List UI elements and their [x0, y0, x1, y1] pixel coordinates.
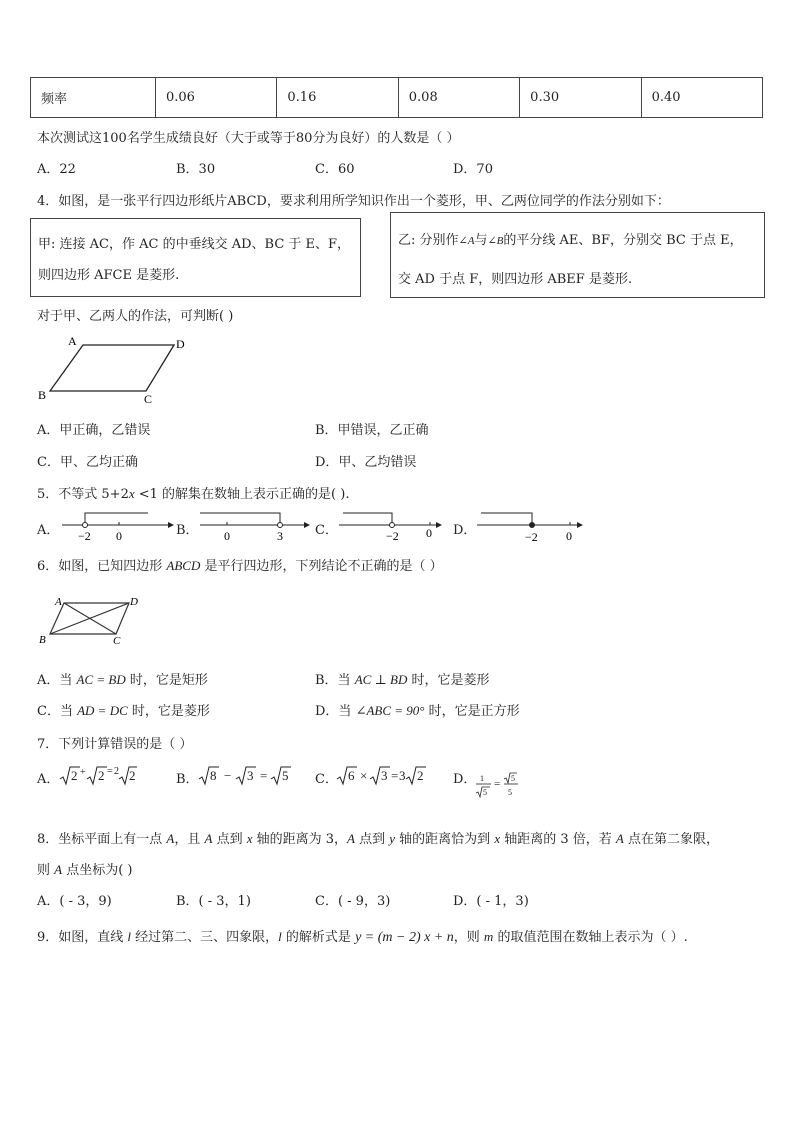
operator-equals: =: [260, 768, 268, 783]
tick-label: −2: [386, 529, 399, 543]
radicand-5: 5: [511, 774, 515, 783]
radicand-5: 5: [483, 788, 487, 797]
solution-ray: [481, 513, 532, 525]
tick-label: 0: [426, 526, 432, 540]
q8-option-b: B．( - 3，1): [176, 894, 251, 909]
point-a: A: [204, 831, 213, 846]
q4-question: 对于甲、乙两人的作法，可判断( ): [37, 309, 234, 324]
line-l: l: [127, 929, 132, 944]
text-fragment: 时，它是矩形: [125, 673, 208, 688]
operator-minus: −: [224, 768, 232, 783]
table-row: [31, 78, 763, 118]
radicand-2: 2: [98, 768, 105, 783]
text-fragment: 点到: [355, 832, 390, 847]
text-fragment: ，且: [174, 832, 205, 847]
parallelogram-figure: [36, 333, 196, 408]
q7-option-a-letter: A．: [37, 772, 60, 787]
table-header-cell: 频率: [31, 78, 156, 118]
q6-stem: [37, 555, 443, 574]
arrow-head: [436, 522, 442, 528]
angle-a-symbol: ∠A: [458, 235, 475, 247]
q7-option-a-formula: [58, 763, 138, 789]
operator-equals: =: [391, 768, 399, 783]
q5-option-c-letter: C．: [315, 523, 338, 538]
point-a: A: [54, 862, 63, 877]
point-a: A: [347, 831, 355, 846]
radicand-8: 8: [210, 768, 217, 783]
solution-ray: [85, 513, 148, 525]
q6-option-b: [315, 669, 490, 688]
radicand-3: 3: [381, 768, 388, 783]
text-fragment: 的解析式是: [281, 930, 356, 945]
numerator-1: 1: [480, 774, 484, 783]
tick-label: 3: [277, 529, 283, 543]
q6-option-d: [315, 700, 520, 719]
text-fragment: 是平行四边形，下列结论不正确的是（ ）: [200, 559, 443, 574]
math-abcd: ABCD: [166, 558, 201, 573]
q7-option-b-formula: [197, 763, 297, 789]
tick-label: −2: [525, 530, 538, 544]
text-fragment: ，则: [453, 930, 484, 945]
radicand-3: 3: [247, 768, 254, 783]
radicand-2: 2: [71, 768, 78, 783]
q7-option-d-letter: D．: [453, 772, 477, 787]
operator-times: ×: [360, 768, 368, 783]
text-fragment: 的取值范围在数轴上表示为（ ）.: [493, 930, 688, 945]
text-fragment: 的平分线 AE、BF，分别交 BC 于点 E，: [503, 233, 743, 248]
open-endpoint: [278, 523, 283, 528]
coefficient-3: 3: [399, 768, 406, 783]
variable-x: x: [246, 831, 253, 846]
q4-option-c: C．甲、乙均正确: [37, 455, 138, 470]
q6-option-a: [37, 669, 208, 688]
text-fragment: A．当: [37, 673, 77, 688]
q7-option-b-letter: B．: [176, 772, 199, 787]
parallelogram-shape: [50, 345, 174, 391]
text-fragment: 轴的距离恰为到: [395, 832, 495, 847]
arrow-head: [168, 522, 174, 528]
q7-stem: 7．下列计算错误的是（ ）: [37, 737, 193, 752]
q3-option-a: A．22: [37, 162, 76, 177]
q3-option-c: C．60: [315, 162, 355, 177]
q4-option-b: B．甲错误，乙正确: [315, 423, 429, 438]
method-yi-box: [390, 212, 765, 298]
line-l: l: [278, 929, 282, 944]
parallelogram-diagonals-figure: [38, 592, 148, 650]
vertex-label-c: C: [144, 392, 153, 406]
radicand-2: 2: [129, 768, 136, 783]
table-cell: 0.16: [277, 78, 398, 118]
number-line-b: [196, 508, 314, 544]
variable-y: y: [389, 831, 396, 846]
math-expression: AD = DC: [77, 703, 128, 718]
variable-x: x: [128, 486, 135, 501]
variable-m: m: [483, 929, 494, 944]
text-fragment: 时，它是菱形: [127, 704, 210, 719]
frequency-table: [30, 77, 763, 118]
q7-option-c-formula: [335, 763, 430, 789]
text-fragment: 9．如图，直线: [37, 930, 128, 945]
variable-x: x: [494, 831, 501, 846]
q6-option-c: [37, 700, 210, 719]
vertex-label-a: A: [68, 334, 77, 348]
radicand-6: 6: [348, 768, 355, 783]
point-a: A: [615, 831, 624, 846]
open-endpoint: [390, 523, 395, 528]
q4-stem: 4．如图，是一张平行四边形纸片ABCD，要求利用所学知识作出一个菱形，甲、乙两位同学的作法分别如下：: [37, 194, 670, 209]
vertex-label-c: C: [113, 635, 121, 647]
q8-line1: [37, 828, 719, 847]
q9-stem: [37, 926, 688, 946]
q5-stem: [37, 483, 349, 502]
q7-option-c-letter: C．: [315, 772, 338, 787]
closed-endpoint: [530, 523, 535, 528]
text-fragment: 8．坐标平面上有一点: [37, 832, 167, 847]
q5-option-b-letter: B．: [176, 523, 199, 538]
table-cell: 0.40: [641, 78, 762, 118]
operator-equals: =: [107, 766, 113, 777]
line-equation: y = (m − 2) x + n: [355, 930, 454, 945]
point-a: A: [166, 831, 175, 846]
tick-label: 0: [224, 529, 230, 543]
arrow-head: [304, 522, 310, 528]
denominator-5: 5: [508, 788, 512, 797]
angle-b-symbol: ∠B: [487, 235, 504, 247]
vertex-label-a: A: [55, 596, 62, 608]
q8-option-a: A．( - 3，9): [37, 894, 112, 909]
number-line-d: [473, 508, 588, 544]
arrow-head: [577, 522, 583, 528]
q3-option-d: D．70: [453, 162, 493, 177]
q8-option-c: C．( - 9，3): [315, 894, 391, 909]
text-fragment: 时，它是菱形: [407, 673, 490, 688]
table-cell: 0.06: [156, 78, 277, 118]
solution-ray: [343, 513, 392, 525]
vertex-label-d: D: [130, 596, 138, 608]
text-fragment: 点到: [212, 832, 247, 847]
q7-option-d-formula: [472, 770, 522, 806]
tick-label: −2: [78, 529, 91, 543]
radicand-5: 5: [282, 768, 289, 783]
q3-stem: 本次测试这100名学生成绩良好（大于或等于80分为良好）的人数是（ ）: [37, 131, 460, 146]
text-fragment: D．当: [315, 704, 356, 719]
solution-ray: [200, 513, 280, 525]
table-cell: 0.30: [520, 78, 641, 118]
coefficient-2: 2: [114, 766, 119, 777]
text-fragment: 时，它是正方形: [424, 704, 520, 719]
text-fragment: 轴的距离为 3，: [252, 832, 348, 847]
number-line-a: [58, 508, 176, 544]
method-yi-line1: [398, 229, 743, 248]
method-jia-line2: 则四边形 AFCE 是菱形.: [38, 268, 180, 283]
number-line-c: [335, 508, 447, 544]
text-fragment: 点在第二象限，: [623, 832, 719, 847]
text-fragment: B．当: [315, 673, 355, 688]
operator-equals: =: [494, 778, 501, 790]
tick-label: 0: [566, 529, 572, 543]
q5-option-a-letter: A．: [37, 523, 60, 538]
vertex-label-b: B: [39, 634, 46, 646]
operator-plus: +: [80, 767, 86, 778]
q4-option-d: D．甲、乙均错误: [315, 455, 417, 470]
open-endpoint: [83, 523, 88, 528]
method-jia-box: [30, 218, 361, 297]
radicand-2: 2: [417, 768, 424, 783]
math-expression: AC = BD: [76, 672, 126, 687]
text-fragment: 乙: 分别作: [398, 233, 459, 248]
tick-label: 0: [116, 529, 122, 543]
text-fragment: 点坐标为( ): [62, 863, 133, 878]
q5-option-d-letter: D．: [453, 523, 477, 538]
text-fragment: 6．如图，已知四边形: [37, 559, 167, 574]
math-expression: ∠ABC = 90°: [355, 703, 425, 718]
vertex-label-d: D: [176, 337, 185, 351]
text-fragment: 则: [37, 863, 55, 878]
text-fragment: C．当: [37, 704, 78, 719]
math-expression: AC ⊥ BD: [354, 672, 408, 687]
vertex-label-b: B: [38, 388, 47, 402]
method-yi-line2: 交 AD 于点 F，则四边形 ABEF 是菱形.: [398, 272, 633, 287]
text-fragment: 与: [474, 233, 488, 248]
text-fragment: 经过第二、三、四象限，: [131, 930, 279, 945]
q4-option-a: A．甲正确，乙错误: [37, 423, 151, 438]
text-fragment: <1 的解集在数轴上表示正确的是( ).: [134, 487, 350, 502]
text-fragment: 5．不等式 5+2: [37, 487, 129, 502]
table-cell: 0.08: [398, 78, 519, 118]
q8-option-d: D．( - 1，3): [453, 894, 529, 909]
q3-option-b: B．30: [176, 162, 216, 177]
text-fragment: 轴距离的 3 倍，若: [500, 832, 616, 847]
method-jia-line1: 甲: 连接 AC，作 AC 的中垂线交 AD、BC 于 E、F，: [38, 237, 351, 252]
q8-line2: [37, 859, 133, 878]
